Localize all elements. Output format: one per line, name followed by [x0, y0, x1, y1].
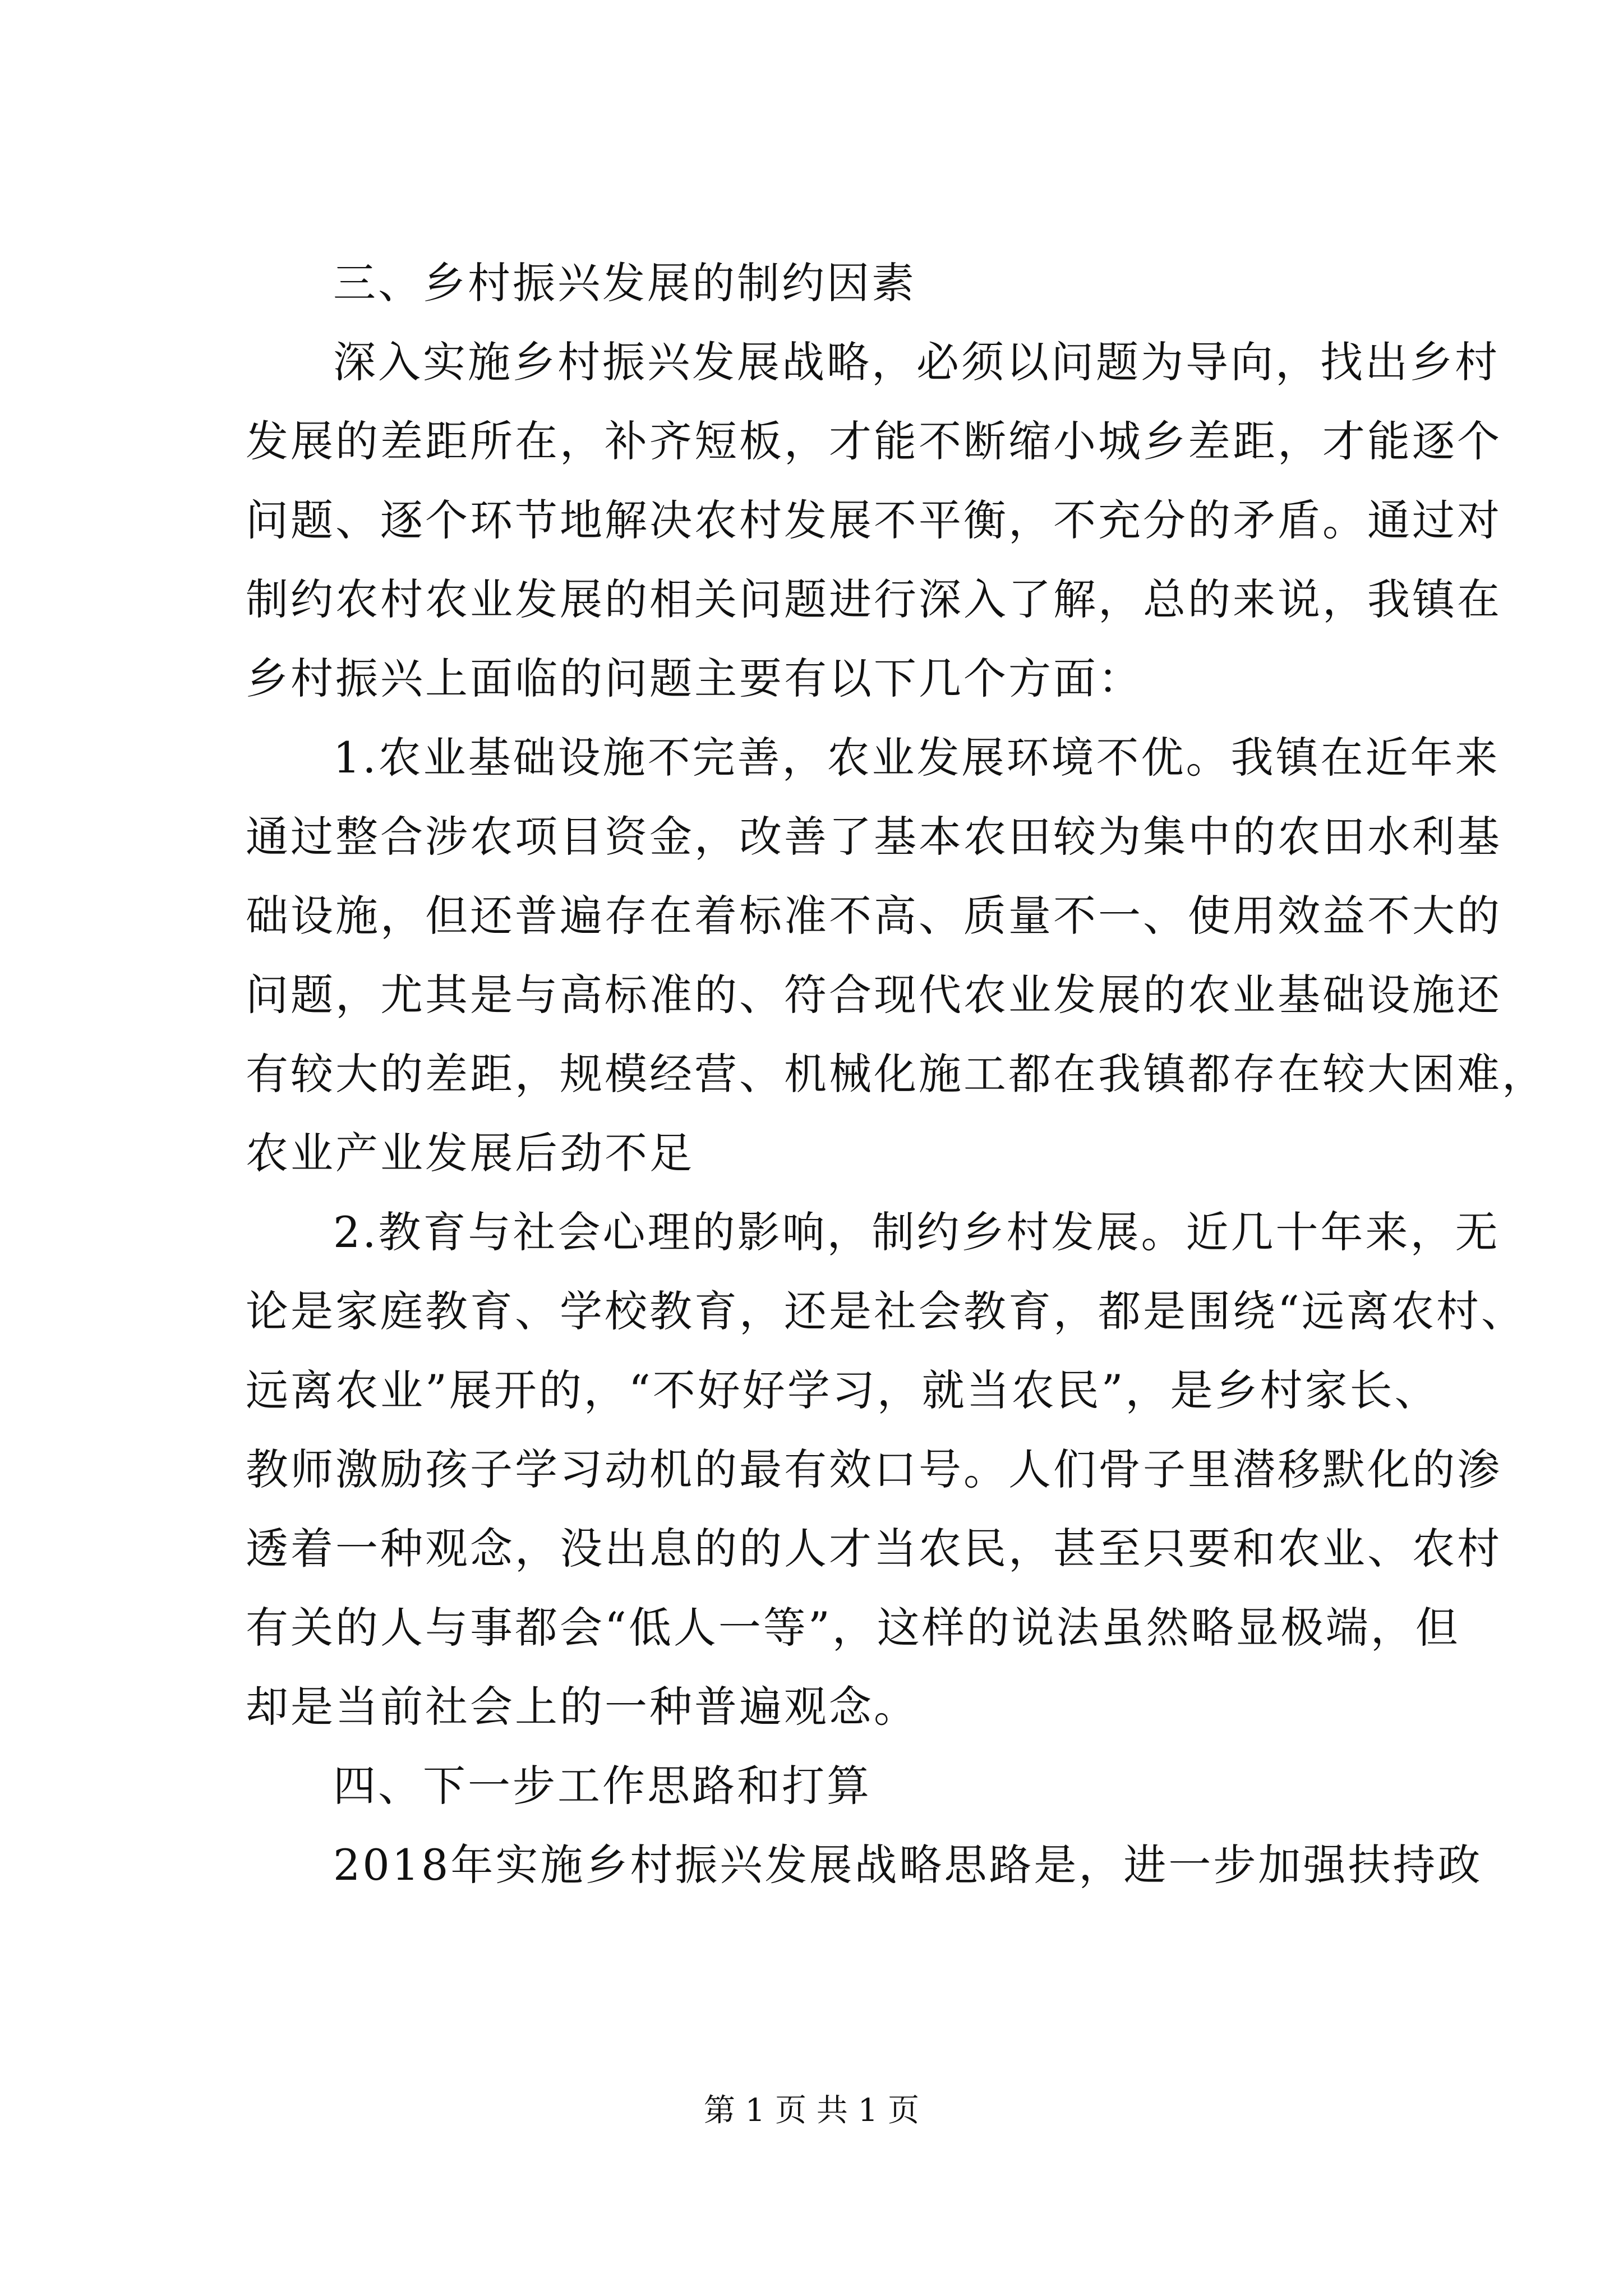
section-heading-3: 三、乡村振兴发展的制约因素 [333, 258, 916, 308]
page-footer: 第 1 页 共 1 页 [703, 2092, 920, 2129]
list-item-1-line: 1.农业基础设施不完善，农业发展环境不优。我镇在近年来 [333, 733, 1500, 783]
paragraph-line: 问题、逐个环节地解决农村发展不平衡，不充分的矛盾。通过对 [246, 495, 1502, 545]
paragraph-line: 论是家庭教育、学校教育，还是社会教育，都是围绕“远离农村、 [246, 1286, 1526, 1336]
paragraph-line: 有关的人与事都会“低人一等”，这样的说法虽然略显极端，但 [246, 1603, 1460, 1653]
paragraph-line: 制约农村农业发展的相关问题进行深入了解，总的来说，我镇在 [246, 574, 1502, 624]
paragraph-line: 教师激励孩子学习动机的最有效口号。人们骨子里潜移默化的渗 [246, 1444, 1502, 1494]
paragraph-line: 础设施，但还普遍存在着标准不高、质量不一、使用效益不大的 [246, 891, 1502, 941]
paragraph-line: 却是当前社会上的一种普遍观念。 [246, 1682, 919, 1732]
list-item-2-line: 2.教育与社会心理的影响，制约乡村发展。近几十年来，无 [333, 1207, 1500, 1257]
paragraph-line: 2018年实施乡村振兴发展战略思路是，进一步加强扶持政 [333, 1840, 1483, 1890]
paragraph-line: 远离农业”展开的，“不好好学习，就当农民”，是乡村家长、 [246, 1365, 1440, 1415]
paragraph-line: 发展的差距所在，补齐短板，才能不断缩小城乡差距，才能逐个 [246, 416, 1502, 466]
section-heading-4: 四、下一步工作思路和打算 [333, 1761, 872, 1811]
paragraph-line: 有较大的差距，规模经营、机械化施工都在我镇都存在较大困难， [246, 1049, 1547, 1099]
paragraph-line: 乡村振兴上面临的问题主要有以下几个方面： [246, 654, 1143, 703]
paragraph-line: 问题，尤其是与高标准的、符合现代农业发展的农业基础设施还 [246, 970, 1502, 1020]
paragraph-line: 深入实施乡村振兴发展战略，必须以问题为导向，找出乡村 [333, 337, 1500, 387]
paragraph-line: 农业产业发展后劲不足 [246, 1128, 694, 1178]
paragraph-line: 通过整合涉农项目资金，改善了基本农田较为集中的农田水利基 [246, 812, 1502, 862]
paragraph-line: 透着一种观念，没出息的的人才当农民，甚至只要和农业、农村 [246, 1524, 1502, 1573]
